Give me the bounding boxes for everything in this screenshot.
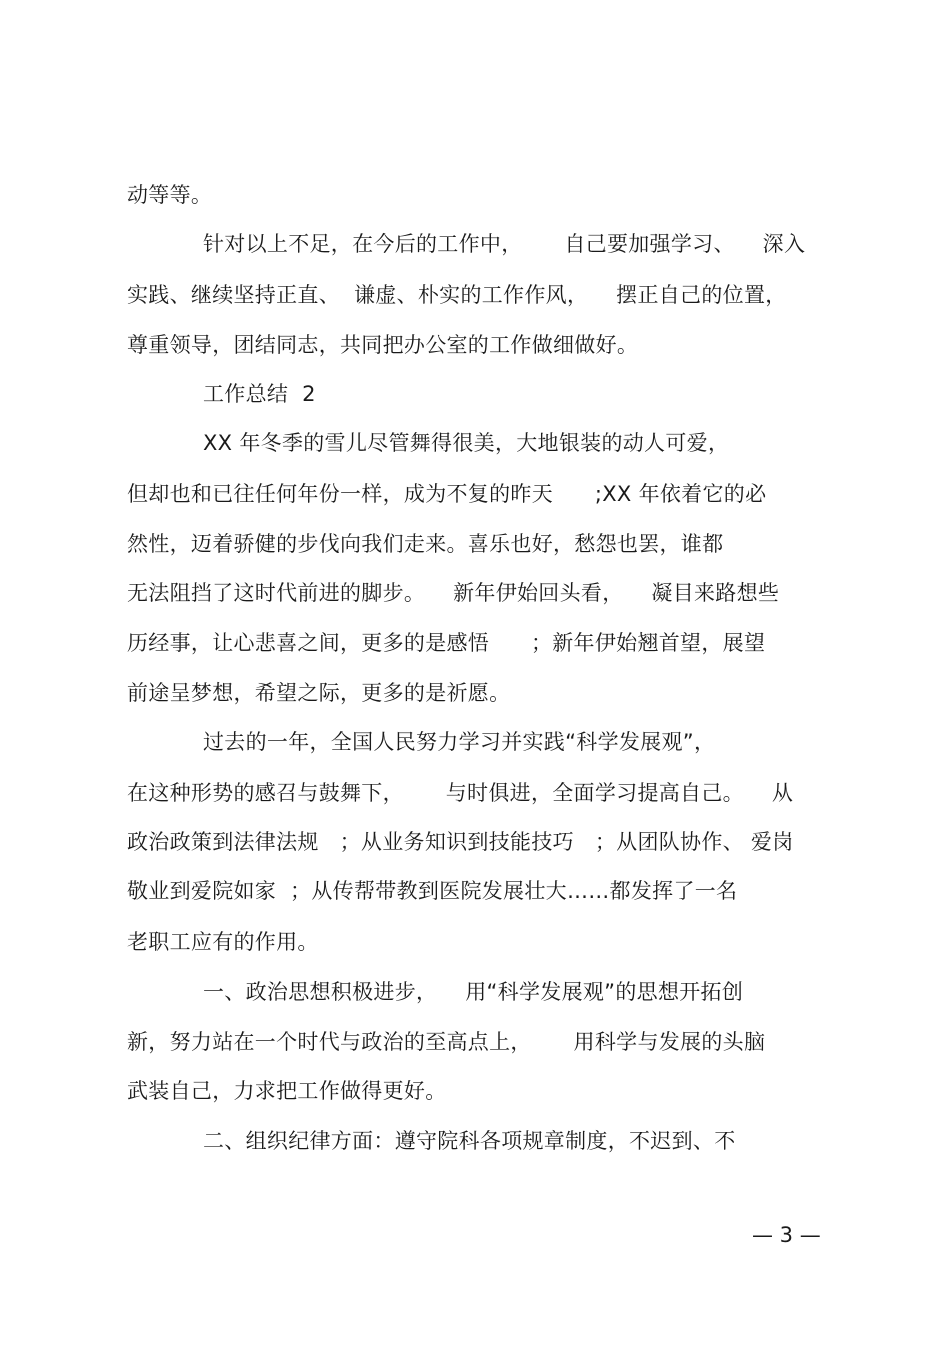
text-line-18: 新，努力站在一个时代与政治的至高点上， 用科学与发展的头脑 [127, 1030, 766, 1054]
text-line-19: 武装自己，力求把工作做得更好。 [127, 1079, 447, 1103]
text-line-10: 历经事，让心悲喜之间，更多的是感悟 ；新年伊始翘首望，展望 [127, 631, 766, 655]
text-line-17: 一、政治思想积极进步， 用“科学发展观”的思想开拓创 [203, 980, 744, 1004]
text-line-3: 实践、继续坚持正直、 谦虚、朴实的工作作风， 摆正自己的位置， [127, 283, 787, 307]
text-line-9: 无法阻挡了这时代前进的脚步。 新年伊始回头看， 凝目来路想些 [127, 581, 780, 605]
text-line-6: XX 年冬季的雪儿尽管舞得很美，大地银装的动人可爱， [203, 431, 730, 455]
text-line-8: 然性，迈着骄健的步伐向我们走来。喜乐也好，愁怨也罢，谁都 [127, 532, 724, 556]
text-line-15: 敬业到爱院如家 ；从传帮带教到医院发展壮大……都发挥了一名 [127, 879, 738, 903]
text-line-13: 在这种形势的感召与鼓舞下， 与时俱进，全面学习提高自己。 从 [127, 781, 794, 805]
text-line-16: 老职工应有的作用。 [127, 930, 319, 954]
text-line-11: 前途呈梦想，希望之际，更多的是祈愿。 [127, 681, 511, 705]
text-line-7: 但却也和已往任何年份一样，成为不复的昨天 ;XX 年依着它的必 [127, 482, 767, 506]
page-number: — 3 — [752, 1223, 821, 1247]
text-line-14: 政治政策到法律法规 ；从业务知识到技能技巧 ；从团队协作、 爱岗 [127, 830, 794, 854]
section-heading: 工作总结 2 [203, 382, 316, 406]
text-line-4: 尊重领导，团结同志，共同把办公室的工作做细做好。 [127, 333, 639, 357]
text-line-12: 过去的一年，全国人民努力学习并实践“科学发展观”， [203, 730, 716, 754]
text-line-2: 针对以上不足，在今后的工作中， 自己要加强学习、 深入 [203, 232, 806, 256]
text-line-20: 二、组织纪律方面：遵守院科各项规章制度，不迟到、不 [203, 1129, 736, 1153]
text-line-1: 动等等。 [127, 183, 213, 207]
